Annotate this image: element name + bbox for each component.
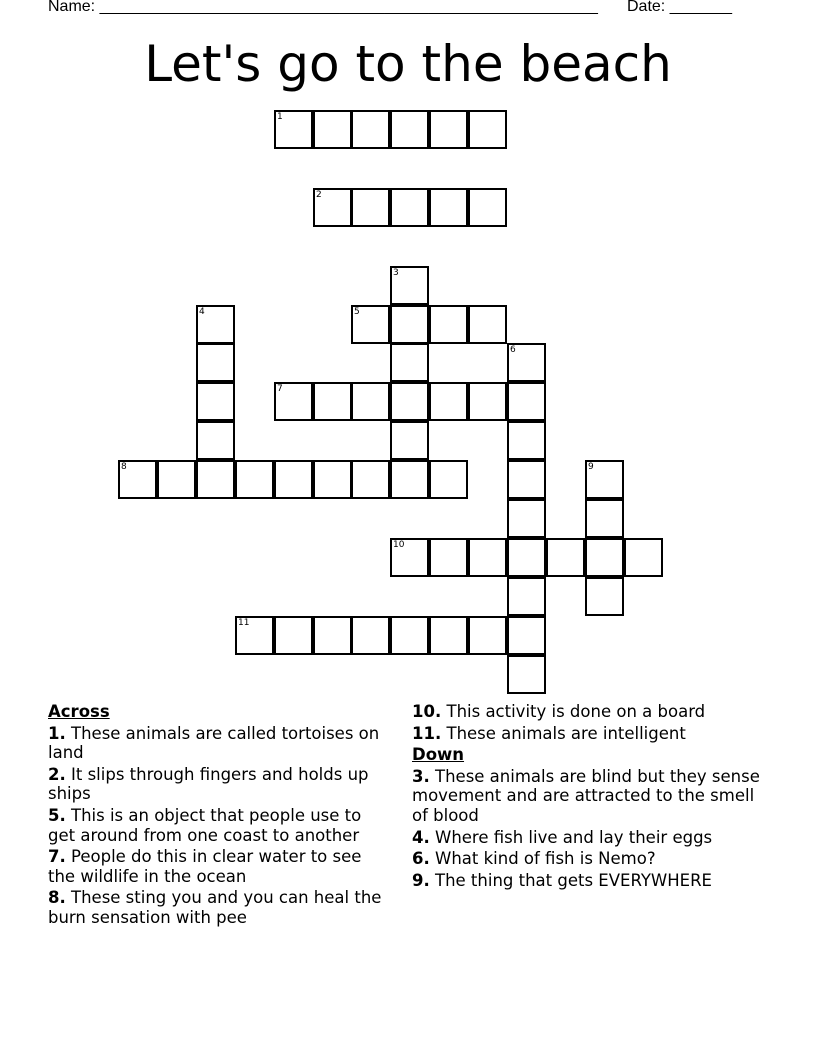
clue-number: 6. [412,849,430,869]
clue-number: 11. [412,723,442,743]
clue-text: This is an object that people use to get around from one coast to another [48,805,362,845]
crossword-cell[interactable] [585,538,624,577]
clues-column-right [412,702,772,892]
cell-number: 9 [588,462,594,472]
clue-number: 8. [48,888,66,908]
crossword-cell[interactable] [429,110,468,149]
clue-text: This activity is done on a board [446,702,706,721]
crossword-cell[interactable] [274,382,313,421]
across-clue [48,806,393,845]
crossword-cell[interactable] [390,460,429,499]
crossword-cell[interactable] [196,305,235,344]
down-heading: Down [412,745,465,765]
cell-number: 11 [238,618,250,628]
crossword-cell[interactable] [351,188,390,227]
crossword-cell[interactable] [390,421,429,460]
crossword-cell[interactable] [507,499,546,538]
crossword-cell[interactable] [585,577,624,616]
clue-text: It slips through fingers and holds up ships [48,764,369,804]
crossword-cell[interactable] [507,343,546,382]
cell-number: 1 [277,112,283,122]
crossword-cell[interactable] [118,460,157,499]
crossword-cell[interactable] [507,616,546,655]
clue-number: 10. [412,702,442,721]
clue-number: 7. [48,847,66,867]
across-clue [48,847,393,886]
crossword-cell[interactable] [429,305,468,344]
across-heading: Across [48,702,110,721]
crossword-cell[interactable] [507,382,546,421]
crossword-cell[interactable] [196,343,235,382]
across-clue [412,724,772,744]
crossword-cell[interactable] [468,382,507,421]
cell-number: 10 [393,540,405,550]
clues-column-left [48,702,393,930]
clue-number: 3. [412,766,430,786]
name-field-label[interactable]: Name: ________________________________________________________ [48,0,598,15]
crossword-cell[interactable] [351,382,390,421]
clue-number: 9. [412,870,430,890]
crossword-cell[interactable] [546,538,585,577]
crossword-cell[interactable] [196,382,235,421]
clue-number: 1. [48,723,66,743]
across-clue [48,724,393,763]
cell-number: 4 [199,307,205,317]
crossword-cell[interactable] [468,110,507,149]
crossword-cell[interactable] [313,382,352,421]
down-clue [412,849,772,869]
date-field-label[interactable]: Date: _______ [627,0,732,15]
crossword-cell[interactable] [390,343,429,382]
crossword-cell[interactable] [274,110,313,149]
clue-text: These sting you and you can heal the burn sensation with pee [48,888,382,927]
across-clue [48,888,393,927]
crossword-cell[interactable] [235,460,274,499]
cell-number: 8 [121,462,127,472]
crossword-cell[interactable] [351,460,390,499]
crossword-cell[interactable] [390,538,429,577]
crossword-cell[interactable] [351,110,390,149]
crossword-cell[interactable] [507,538,546,577]
crossword-cell[interactable] [390,382,429,421]
crossword-cell[interactable] [429,616,468,655]
cell-number: 3 [393,268,399,278]
clue-number: 4. [412,827,430,847]
crossword-cell[interactable] [507,577,546,616]
cell-number: 2 [316,190,322,200]
crossword-cell[interactable] [390,110,429,149]
crossword-cell[interactable] [468,188,507,227]
crossword-cell[interactable] [157,460,196,499]
down-clue [412,828,772,848]
crossword-cell[interactable] [429,460,468,499]
crossword-cell[interactable] [196,460,235,499]
crossword-cell[interactable] [507,460,546,499]
crossword-cell[interactable] [468,616,507,655]
clue-text: Where fish live and lay their eggs [435,827,713,847]
crossword-cell[interactable] [624,538,663,577]
crossword-cell[interactable] [390,266,429,305]
clue-number: 2. [48,764,66,784]
clue-text: People do this in clear water to see the wildlife in the ocean [48,847,362,886]
crossword-cell[interactable] [274,616,313,655]
crossword-cell[interactable] [351,616,390,655]
crossword-cell[interactable] [274,460,313,499]
crossword-cell[interactable] [313,110,352,149]
crossword-cell[interactable] [390,616,429,655]
crossword-cell[interactable] [429,538,468,577]
cell-number: 6 [510,345,516,355]
crossword-cell[interactable] [468,538,507,577]
across-clue [412,702,772,722]
clue-number: 5. [48,805,66,825]
crossword-cell[interactable] [507,655,546,694]
clue-text: These animals are blind but they sense movement and are attracted to the smell of blood [412,766,760,825]
crossword-cell[interactable] [390,305,429,344]
crossword-cell[interactable] [235,616,274,655]
crossword-cell[interactable] [429,188,468,227]
clue-text: What kind of fish is Nemo? [435,849,656,869]
crossword-cell[interactable] [196,421,235,460]
crossword-cell[interactable] [313,188,352,227]
down-clue [412,767,772,826]
clue-text: These animals are intelligent [446,723,686,743]
crossword-cell[interactable] [313,460,352,499]
crossword-cell[interactable] [585,499,624,538]
down-clue [412,871,772,891]
clue-text: These animals are called tortoises on land [48,723,380,763]
crossword-cell[interactable] [468,305,507,344]
cell-number: 5 [354,307,360,317]
crossword-cell[interactable] [390,188,429,227]
crossword-cell[interactable] [507,421,546,460]
crossword-cell[interactable] [585,460,624,499]
clue-text: The thing that gets EVERYWHERE [435,870,712,890]
cell-number: 7 [277,384,283,394]
crossword-cell[interactable] [351,305,390,344]
crossword-cell[interactable] [313,616,352,655]
crossword-cell[interactable] [429,382,468,421]
across-clue [48,765,393,804]
page-title: Let's go to the beach [144,35,672,93]
